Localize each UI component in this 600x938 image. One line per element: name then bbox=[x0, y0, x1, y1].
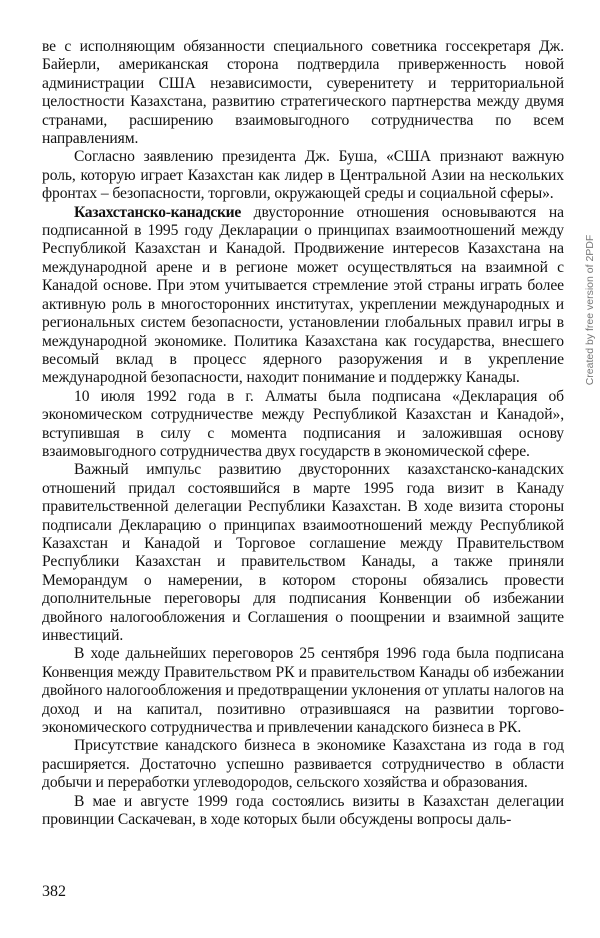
paragraph-8 bbox=[42, 793, 564, 830]
paragraph-4-text: 10 июля 1992 года в г. Алматы была подписана «Декларация об экономическом сотрудничестве между Республикой Казахстан и Канадой», вступившая в силу с момента подписания и заложившая основу взаимовыгодного сотрудничества двух государств в экономической сфере. bbox=[42, 387, 564, 460]
paragraph-1-text: ве с исполняющим обязанности специального советника госсекретаря Дж. Байерли, американская сторона подтвердила приверженность новой администрации США независимости, суверенитету и территориальной целостности Казахстана, развитию стратегического партнерства между двумя странами, расширению взаимовыгодного сотрудничества по всем направлениям. bbox=[42, 38, 564, 148]
paragraph-5-text: Важный импульс развитию двусторонних казахстанско-канадских отношений придал состоявшийся в марте 1995 года визит в Канаду правительственной делегации Республики Казахстан. В ходе визита стороны подписали Декларацию о принципах взаимоотношений между Республикой Казахстан и Канадой и Торговое соглашение между Правительством Республики Казахстан и правительством Канады, а также приняли Меморандум о намерении, в котором стороны обязались провести дополнительные переговоры для подписания Конвенции об избежании двойного налогообложения и Соглашения о поощрении и взаимной защите инвестиций. bbox=[42, 461, 564, 644]
watermark bbox=[582, 210, 598, 410]
paragraph-7 bbox=[42, 737, 564, 792]
paragraph-3-text: двусторонние отношения основываются на подписанной в 1995 году Декларации о принципах взаимоотношений между Республикой Казахстан и Канадой. Продвижение интересов Казахстана на международной арене и в регионе может осуществляться на взаимной с Канадой основе. При этом учитывается стремление этой страны играть более активную роль в многосторонних институтах, укреплении международных и региональных систем безопасности, установлении глобальных правил игры в международной экономике. Политика Казахстана как государства, внесшего весомый вклад в процесс ядерного разоружения и в укрепление международной безопасности, находит понимание и поддержку Канады. bbox=[42, 203, 564, 387]
paragraph-2 bbox=[42, 148, 564, 203]
paragraph-8-text: В мае и августе 1999 года состоялись визиты в Казахстан делегации провинции Саскачеван, в ходе которых были обсуждены вопросы даль- bbox=[42, 792, 564, 829]
watermark-text: Created by free version of 2PDF bbox=[584, 234, 596, 386]
paragraph-3-lead: Казахстанско-канадские bbox=[74, 203, 241, 221]
paragraph-4 bbox=[42, 388, 564, 462]
paragraph-1 bbox=[42, 38, 564, 148]
paragraph-6 bbox=[42, 645, 564, 737]
paragraph-2-text: Согласно заявлению президента Дж. Буша, «США признают важную роль, которую играет Казахстан как лидер в Центральной Азии на нескольких фронтах – безопасности, торговли, окружающей среды и социальной сферы». bbox=[42, 148, 564, 203]
paragraph-3 bbox=[42, 204, 564, 388]
page-number: 382 bbox=[42, 883, 66, 900]
paragraph-5 bbox=[42, 461, 564, 645]
paragraph-7-text: Присутствие канадского бизнеса в экономике Казахстана из года в год расширяется. Достаточно успешно развивается сотрудничество в области добычи и переработки углеводородов, сельского хозяйства и образования. bbox=[42, 737, 564, 792]
page-body bbox=[42, 38, 564, 829]
paragraph-6-text: В ходе дальнейших переговоров 25 сентября 1996 года была подписана Конвенция между Правительством РК и правительством Канады об избежании двойного налогообложения и предотвращении уклонения от уплаты налогов на доход и на капитал, позитивно отразившаяся на развитии торгово-экономического сотрудничества и привлечении канадского бизнеса в РК. bbox=[42, 645, 564, 737]
